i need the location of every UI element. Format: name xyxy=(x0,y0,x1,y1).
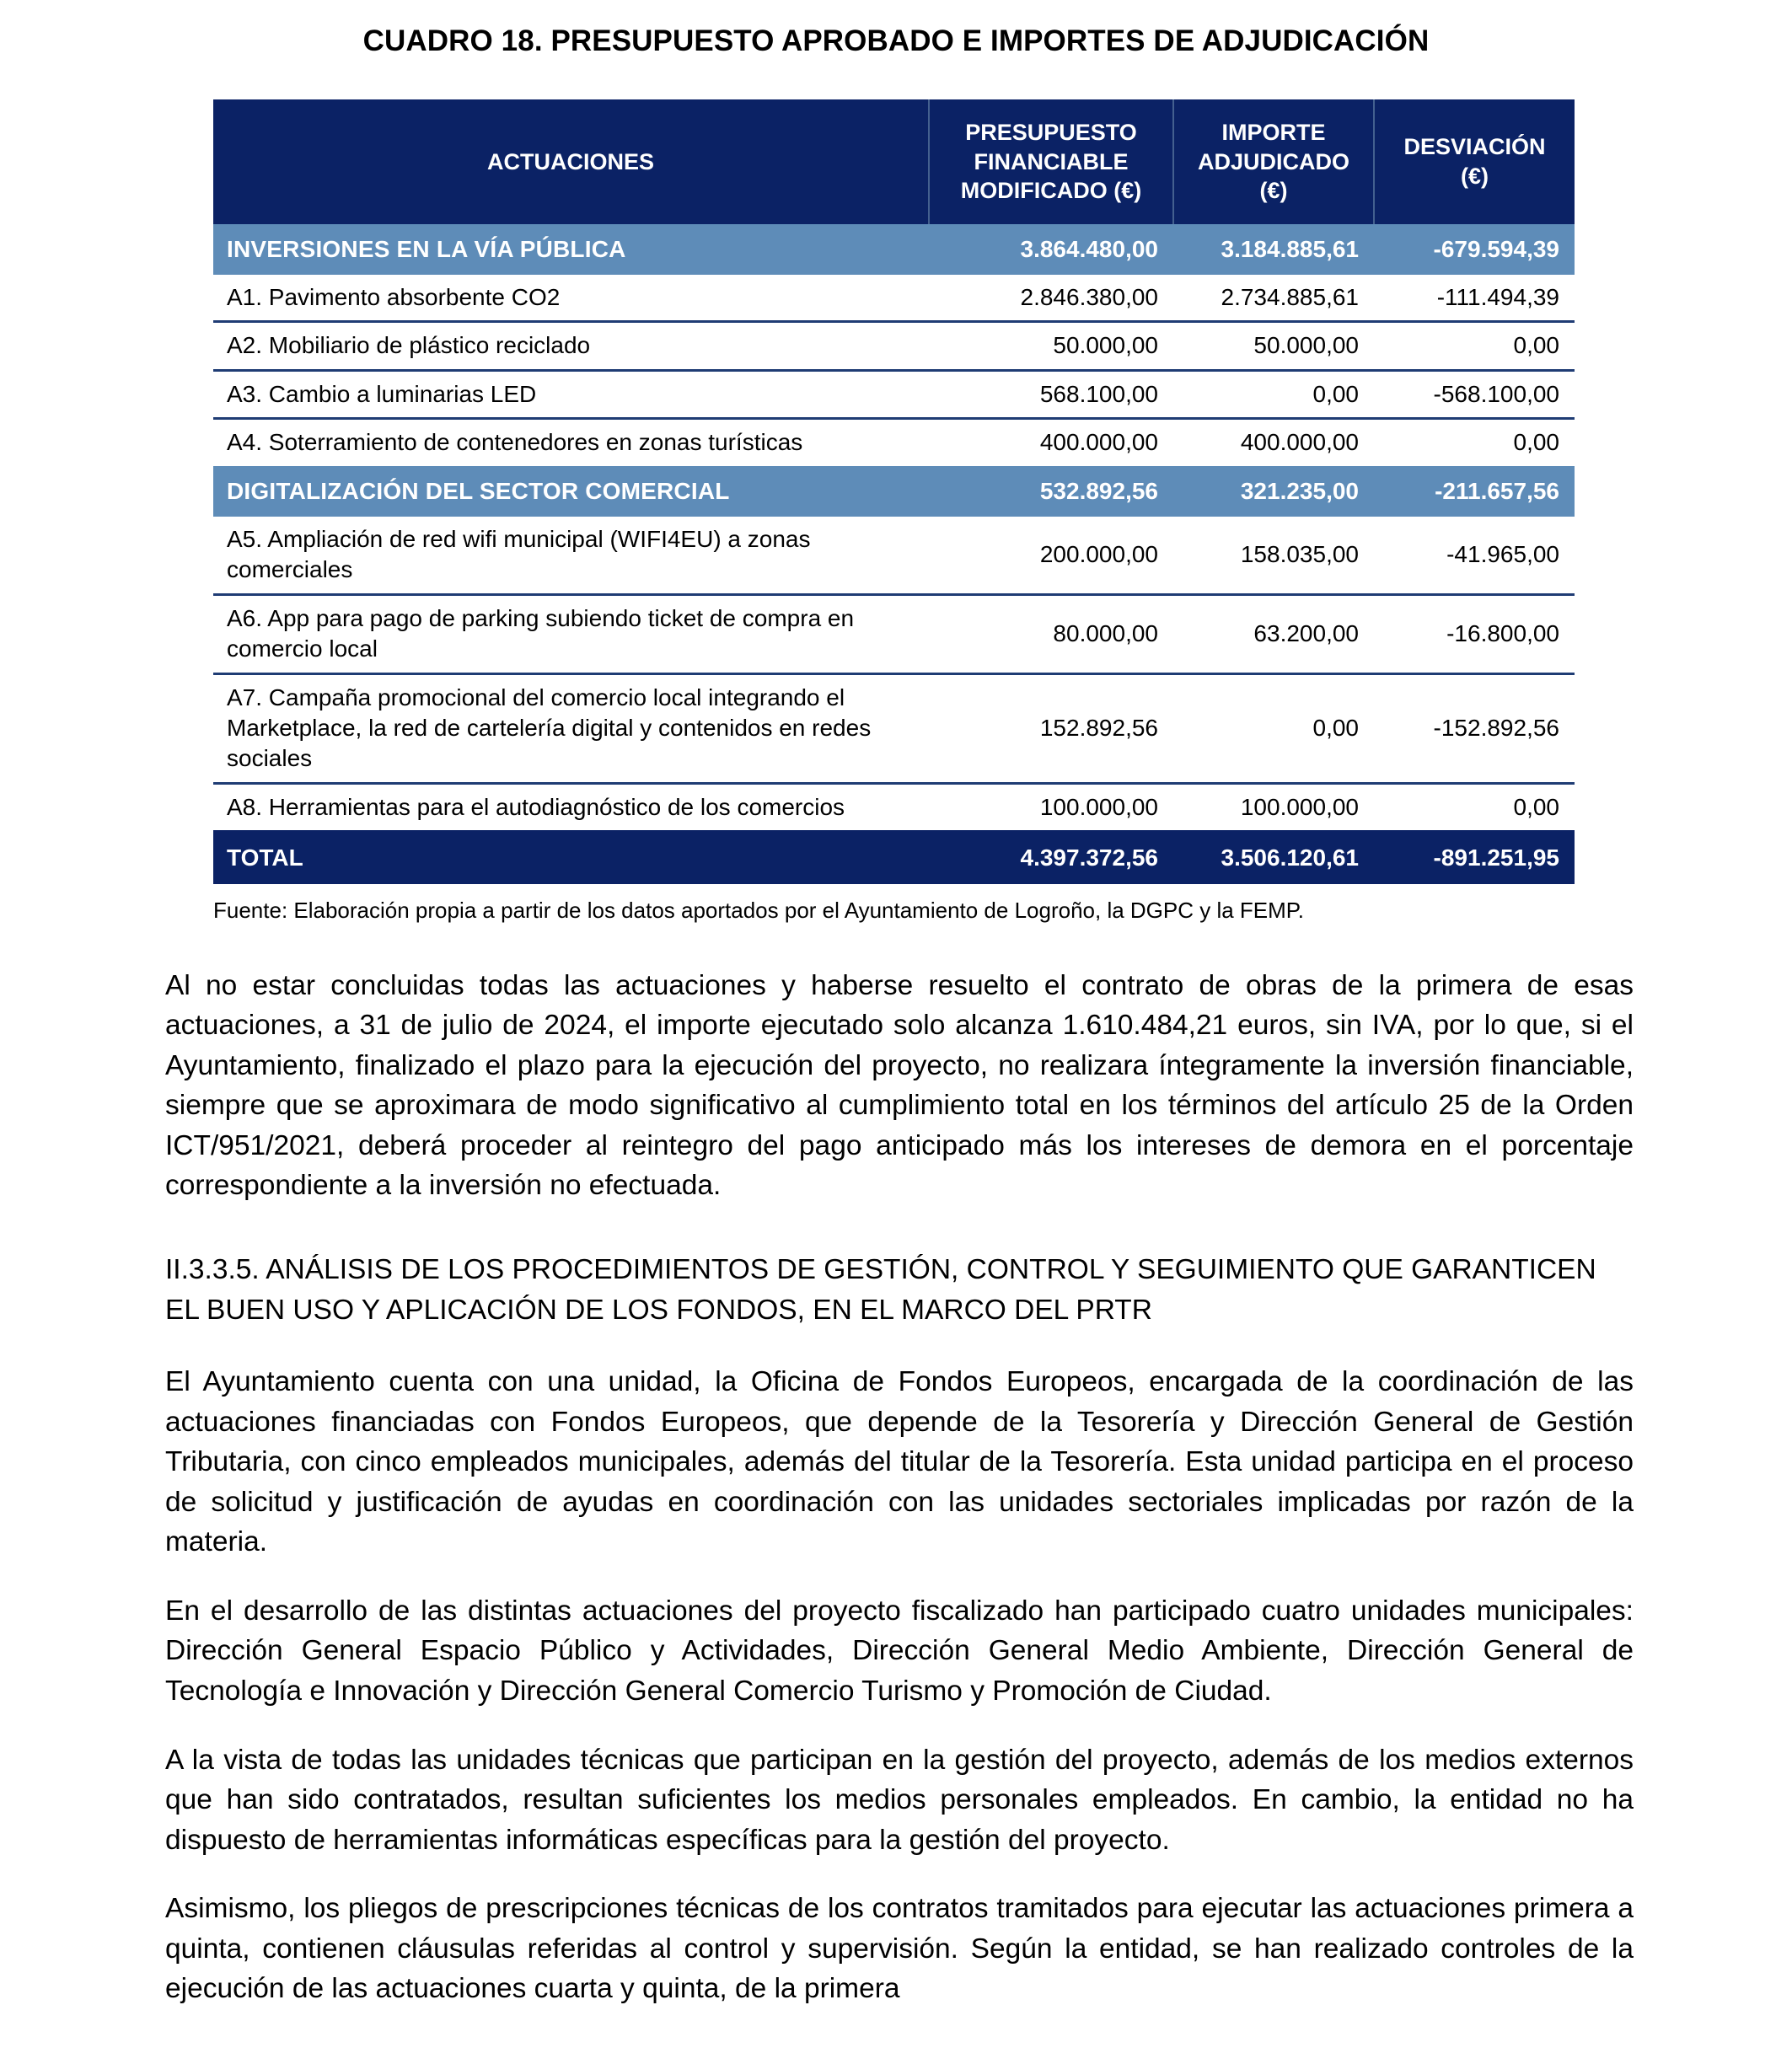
paragraph-1: Al no estar concluidas todas las actuaciones y haberse resuelto el contrato de obras de la primera de esas actuaciones, a 31 de julio de 2024, el importe ejecutado solo alcanza 1.610.484,21 euros, sin IVA, por lo que, si el Ayuntamiento, finalizado el plazo para la ejecución del proyecto, no realizara íntegramente la inversión financiable, siempre que se aproximara de modo significativo al cumplimiento total en los términos del artículo 25 de la Orden ICT/951/2021, deberá proceder al reintegro del pago anticipado más los intereses de demora en el porcentaje correspondiente a la inversión no efectuada. xyxy=(165,969,1634,1202)
page-title: CUADRO 18. PRESUPUESTO APROBADO E IMPORTES DE ADJUDICACIÓN xyxy=(362,24,1430,57)
column-header-desviacion-line1: DESVIACIÓN xyxy=(1403,134,1546,160)
table-row xyxy=(213,322,1575,370)
table-row xyxy=(213,517,1575,594)
column-header-desviacion-line2: (€) xyxy=(1461,163,1489,189)
cell-presupuesto: 4.397.372,56 xyxy=(929,832,1173,884)
paragraph-2: El Ayuntamiento cuenta con una unidad, la Oficina de Fondos Europeos, encargada de la coordinación de las actuaciones financiadas con Fondos Europeos, que depende de la Tesorería y Dirección General de Gestión Tributaria, con cinco empleados municipales, además del titular de la Tesorería. Esta unidad participa en el proceso de solicitud y justificación de ayudas en coordinación con las unidades sectoriales implicadas por razón de la materia. xyxy=(165,1366,1634,1558)
column-header-importe-line2: ADJUDICADO xyxy=(1197,148,1349,174)
budget-table xyxy=(213,99,1575,884)
cell-presupuesto: 3.864.480,00 xyxy=(929,224,1173,275)
cell-presupuesto: 568.100,00 xyxy=(929,370,1173,418)
cell-presupuesto: 50.000,00 xyxy=(929,322,1173,370)
column-header-actuaciones: ACTUACIONES xyxy=(213,99,929,224)
table-row xyxy=(213,275,1575,322)
table-source-note: Fuente: Elaboración propia a partir de los datos aportados por el Ayuntamiento de Logroño, la DGPC y la FEMP. xyxy=(213,897,1305,923)
cell-importe: 100.000,00 xyxy=(1173,783,1374,831)
paragraph-3: En el desarrollo de las distintas actuaciones del proyecto fiscalizado han participado cuatro unidades municipales: Dirección General Espacio Público y Actividades, Dirección General Medio Ambiente, Dirección General de Tecnología e Innovación y Dirección General Comercio Turismo y Promoción de Ciudad. xyxy=(165,1595,1634,1707)
cell-desviacion: -111.494,39 xyxy=(1374,275,1575,322)
cell-importe: 0,00 xyxy=(1173,370,1374,418)
cell-desviacion: -891.251,95 xyxy=(1374,832,1575,884)
cell-label: A3. Cambio a luminarias LED xyxy=(213,370,929,418)
cell-desviacion: -679.594,39 xyxy=(1374,224,1575,275)
cell-desviacion: -16.800,00 xyxy=(1374,594,1575,673)
table-row xyxy=(213,594,1575,673)
body-content xyxy=(158,925,1634,2009)
table-row xyxy=(213,419,1575,466)
cell-importe: 3.506.120,61 xyxy=(1173,832,1374,884)
cell-presupuesto: 532.892,56 xyxy=(929,466,1173,517)
budget-table-container xyxy=(213,99,1575,884)
column-header-desviacion xyxy=(1374,99,1575,224)
table-row-category xyxy=(213,224,1575,275)
column-header-importe xyxy=(1173,99,1374,224)
table-row xyxy=(213,370,1575,418)
cell-importe: 0,00 xyxy=(1173,673,1374,783)
table-body xyxy=(213,224,1575,884)
table-row-category xyxy=(213,466,1575,517)
cell-label: INVERSIONES EN LA VÍA PÚBLICA xyxy=(213,224,929,275)
cell-desviacion: -568.100,00 xyxy=(1374,370,1575,418)
cell-presupuesto: 100.000,00 xyxy=(929,783,1173,831)
cell-importe: 3.184.885,61 xyxy=(1173,224,1374,275)
cell-desviacion: 0,00 xyxy=(1374,322,1575,370)
cell-importe: 50.000,00 xyxy=(1173,322,1374,370)
table-header xyxy=(213,99,1575,224)
column-header-presupuesto-line2: FINANCIABLE xyxy=(974,148,1129,174)
cell-label: A7. Campaña promocional del comercio local integrando el Marketplace, la red de cartelería digital y contenidos en redes sociales xyxy=(213,673,929,783)
paragraph-4: A la vista de todas las unidades técnicas que participan en la gestión del proyecto, además de los medios externos que han sido contratados, resultan suficientes los medios personales empleados. En cambio, la entidad no ha dispuesto de herramientas informáticas específicas para la gestión del proyecto. xyxy=(165,1744,1634,1856)
cell-desviacion: 0,00 xyxy=(1374,419,1575,466)
column-header-presupuesto-line1: PRESUPUESTO xyxy=(965,120,1137,145)
cell-label: TOTAL xyxy=(213,832,929,884)
cell-presupuesto: 200.000,00 xyxy=(929,517,1173,594)
paragraph-5: Asimismo, los pliegos de prescripciones técnicas de los contratos tramitados para ejecutar las actuaciones primera a quinta, contienen cláusulas referidas al control y supervisión. Según la entidad, se han realizado controles de la ejecución de las actuaciones cuarta y quinta, de la primera xyxy=(165,1893,1634,2005)
cell-label: DIGITALIZACIÓN DEL SECTOR COMERCIAL xyxy=(213,466,929,517)
column-header-importe-line1: IMPORTE xyxy=(1221,120,1326,145)
cell-label: A6. App para pago de parking subiendo ticket de compra en comercio local xyxy=(213,594,929,673)
table-row xyxy=(213,673,1575,783)
cell-desviacion: -152.892,56 xyxy=(1374,673,1575,783)
cell-presupuesto: 2.846.380,00 xyxy=(929,275,1173,322)
cell-desviacion: -211.657,56 xyxy=(1374,466,1575,517)
cell-label: A4. Soterramiento de contenedores en zonas turísticas xyxy=(213,419,929,466)
column-header-importe-line3: (€) xyxy=(1259,178,1288,204)
column-header-presupuesto xyxy=(929,99,1173,224)
section-heading: II.3.3.5. ANÁLISIS DE LOS PROCEDIMIENTOS DE GESTIÓN, CONTROL Y SEGUIMIENTO QUE GARANTICEN EL BUEN USO Y APLICACIÓN DE LOS FONDOS, EN EL MARCO DEL PRTR xyxy=(165,1253,1596,1326)
cell-desviacion: 0,00 xyxy=(1374,783,1575,831)
cell-label: A2. Mobiliario de plástico reciclado xyxy=(213,322,929,370)
cell-presupuesto: 80.000,00 xyxy=(929,594,1173,673)
column-header-presupuesto-line3: MODIFICADO (€) xyxy=(960,178,1142,204)
table-row-total xyxy=(213,832,1575,884)
cell-importe: 400.000,00 xyxy=(1173,419,1374,466)
cell-desviacion: -41.965,00 xyxy=(1374,517,1575,594)
cell-importe: 2.734.885,61 xyxy=(1173,275,1374,322)
table-header-row xyxy=(213,99,1575,224)
cell-presupuesto: 152.892,56 xyxy=(929,673,1173,783)
cell-presupuesto: 400.000,00 xyxy=(929,419,1173,466)
cell-label: A1. Pavimento absorbente CO2 xyxy=(213,275,929,322)
cell-importe: 63.200,00 xyxy=(1173,594,1374,673)
cell-importe: 158.035,00 xyxy=(1173,517,1374,594)
cell-label: A8. Herramientas para el autodiagnóstico de los comercios xyxy=(213,783,929,831)
table-row xyxy=(213,783,1575,831)
cell-label: A5. Ampliación de red wifi municipal (WIFI4EU) a zonas comerciales xyxy=(213,517,929,594)
cell-importe: 321.235,00 xyxy=(1173,466,1374,517)
